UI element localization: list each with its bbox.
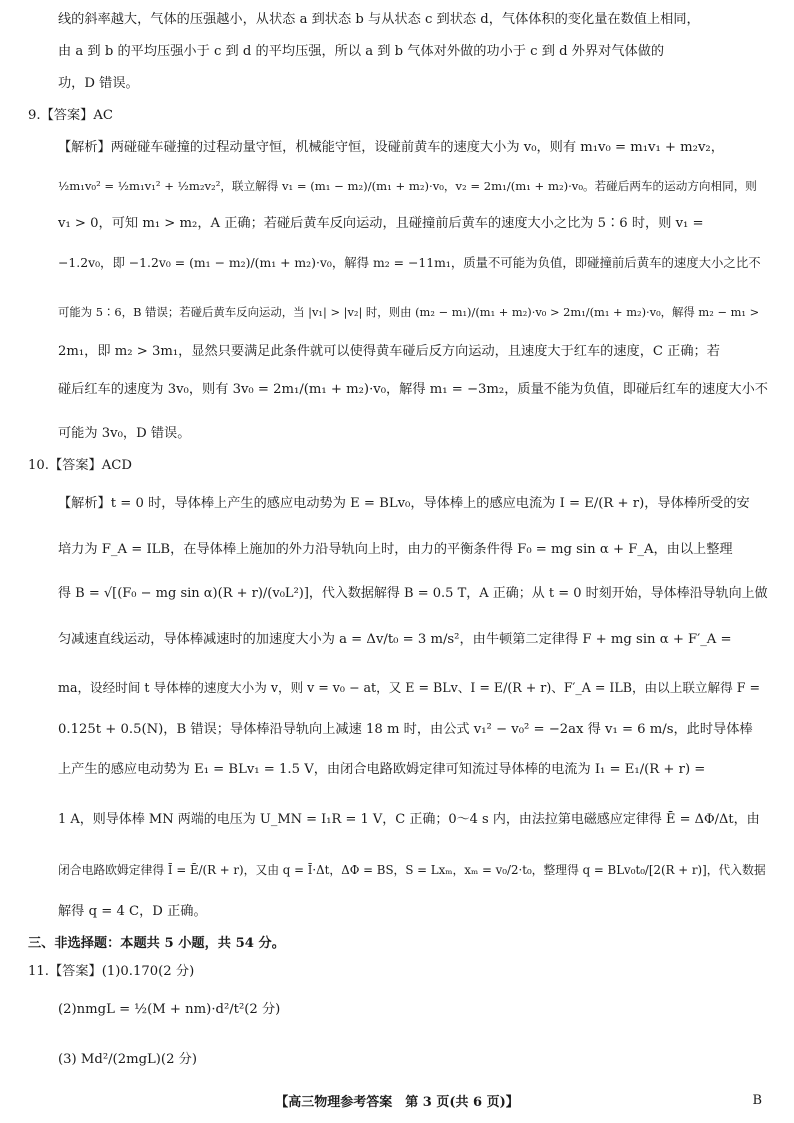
text-line: 闭合电路欧姆定律得 Ī = Ē/(R + r)，又由 q = Ī·Δt，ΔΦ = BS，S = Lxₘ，xₘ = v₀/2·t₀，整理得 q = BLv₀t₀/[2(R + r)]，代入数据 bbox=[58, 863, 766, 877]
text-line: 0.125t + 0.5(N)，B 错误；导体棒沿导轨向上减速 18 m 时，由公式 v₁² − v₀² = −2ax 得 v₁ = 6 m/s，此时导体棒 bbox=[58, 722, 753, 737]
text-line: (3) Md²/(2mgL)(2 分) bbox=[58, 1052, 197, 1067]
text-line: 上产生的感应电动势为 E₁ = BLv₁ = 1.5 V，由闭合电路欧姆定律可知流过导体棒的电流为 I₁ = E₁/(R + r) = bbox=[58, 762, 706, 777]
text-line: 11.【答案】(1)0.170(2 分) bbox=[28, 964, 195, 979]
text-line: 培力为 F_A = ILB，在导体棒上施加的外力沿导轨向上时，由力的平衡条件得 F₀ = mg sin α + F_A，由以上整理 bbox=[58, 542, 733, 557]
text-line: ma，设经时间 t 导体棒的速度大小为 v，则 v = v₀ − at，又 E = BLv、I = E/(R + r)、F′_A = ILB，由以上联立解得 F = bbox=[58, 680, 761, 695]
text-line: 由 a 到 b 的平均压强小于 c 到 d 的平均压强，所以 a 到 b 气体对外做的功小于 c 到 d 外界对气体做的 bbox=[58, 44, 665, 59]
text-line: −1.2v₀，即 −1.2v₀ = (m₁ − m₂)/(m₁ + m₂)·v₀，解得 m₂ = −11m₁，质量不可能为负值，即碰撞前后黄车的速度大小之比不 bbox=[58, 255, 761, 270]
text-line: (2)nmgL = ½(M + nm)·d²/t²(2 分) bbox=[58, 1002, 281, 1017]
text-line: 10.【答案】ACD bbox=[28, 458, 132, 473]
text-line: v₁ > 0，可知 m₁ > m₂，A 正确；若碰后黄车反向运动，且碰撞前后黄车的速度大小之比为 5∶6 时，则 v₁ = bbox=[58, 216, 704, 231]
text-line: 功，D 错误。 bbox=[58, 76, 139, 91]
text-line: 得 B = √[(F₀ − mg sin α)(R + r)/(v₀L²)]，代入数据解得 B = 0.5 T，A 正确；从 t = 0 时刻开始，导体棒沿导轨向上做 bbox=[58, 586, 768, 601]
text-line: 【解析】两碰碰车碰撞的过程动量守恒，机械能守恒，设碰前黄车的速度大小为 v₀，则有 m₁v₀ = m₁v₁ + m₂v₂， bbox=[58, 140, 724, 155]
text-line: 可能为 3v₀，D 错误。 bbox=[58, 426, 191, 441]
text-line: 9.【答案】AC bbox=[28, 108, 113, 123]
text-line: 匀减速直线运动，导体棒减速时的加速度大小为 a = Δv/t₀ = 3 m/s²，由牛顿第二定律得 F + mg sin α + F′_A = bbox=[58, 632, 732, 647]
text-line: 碰后红车的速度为 3v₀，则有 3v₀ = 2m₁/(m₁ + m₂)·v₀，解得 m₁ = −3m₂，质量不能为负值，即碰后红车的速度大小不 bbox=[58, 382, 768, 397]
text-line: 线的斜率越大，气体的压强越小，从状态 a 到状态 b 与从状态 c 到状态 d，气体体积的变化量在数值上相同， bbox=[58, 12, 700, 27]
text-line: 1 A，则导体棒 MN 两端的电压为 U_MN = I₁R = 1 V，C 正确；0～4 s 内，由法拉第电磁感应定律得 Ē = ΔΦ/Δt，由 bbox=[58, 812, 760, 827]
text-line: 【解析】t = 0 时，导体棒上产生的感应电动势为 E = BLv₀，导体棒上的感应电流为 I = E/(R + r)，导体棒所受的安 bbox=[58, 496, 750, 511]
text-line: ½m₁v₀² = ½m₁v₁² + ½m₂v₂²，联立解得 v₁ = (m₁ − m₂)/(m₁ + m₂)·v₀，v₂ = 2m₁/(m₁ + m₂)·v₀。若碰后两车的运动方向相同，则 bbox=[58, 179, 757, 193]
text-line: 解得 q = 4 C，D 正确。 bbox=[58, 904, 207, 919]
text-line: 可能为 5∶6，B 错误；若碰后黄车反向运动，当 |v₁| > |v₂| 时，则由 (m₂ − m₁)/(m₁ + m₂)·v₀ > 2m₁/(m₁ + m₂)·v₀，解得 m₂ − m₁ > bbox=[58, 305, 760, 319]
page-footer: 【高三物理参考答案 第 3 页(共 6 页)】 bbox=[275, 1095, 519, 1110]
section-heading: 三、非选择题：本题共 5 小题，共 54 分。 bbox=[28, 936, 285, 951]
text-line: 2m₁，即 m₂ > 3m₁，显然只要满足此条件就可以使得黄车碰后反方向运动，且速度大于红车的速度，C 正确；若 bbox=[58, 344, 720, 359]
paper-version-letter: B bbox=[752, 1093, 762, 1108]
